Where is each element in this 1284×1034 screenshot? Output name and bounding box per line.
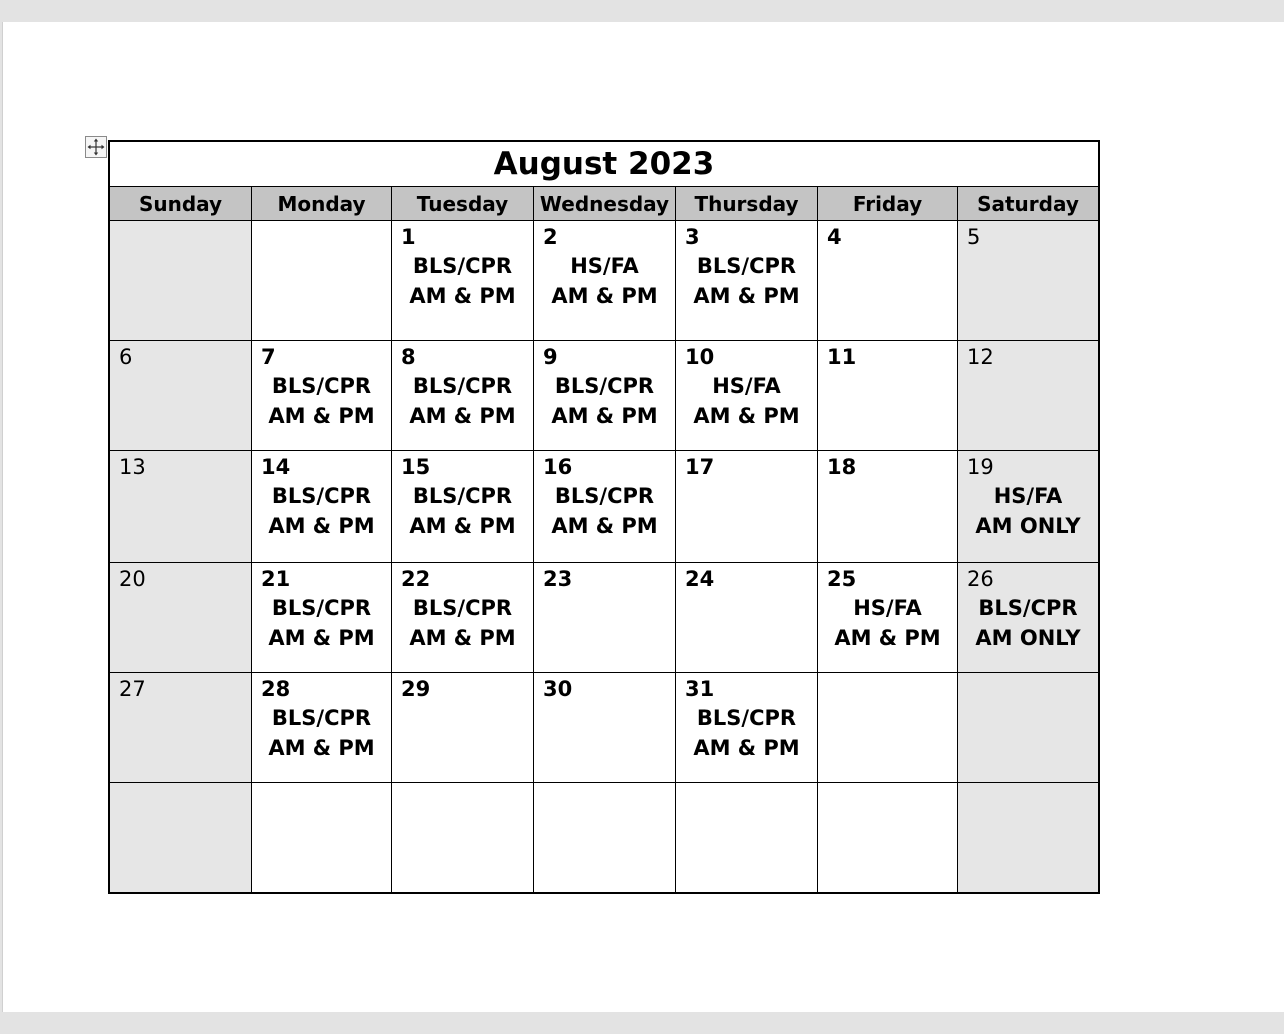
calendar-day-cell[interactable] — [676, 563, 818, 673]
event-text — [252, 703, 391, 763]
calendar-day-cell[interactable] — [392, 341, 534, 451]
calendar-day-cell[interactable] — [818, 451, 958, 563]
calendar-day-cell[interactable] — [818, 783, 958, 892]
event-text — [676, 371, 817, 431]
event-course: BLS/CPR — [554, 484, 655, 508]
event-session: AM & PM — [409, 514, 516, 538]
day-number: 23 — [543, 567, 573, 591]
calendar-day-cell[interactable] — [818, 673, 958, 783]
event-text — [392, 481, 533, 541]
day-number: 1 — [401, 225, 416, 249]
calendar-day-cell[interactable] — [392, 783, 534, 892]
event-session: AM & PM — [551, 284, 658, 308]
event-text — [958, 593, 1098, 653]
weekday-friday: Friday — [818, 187, 958, 221]
event-text — [534, 251, 675, 311]
weekday-header-row — [110, 187, 1098, 221]
calendar-day-cell[interactable] — [252, 783, 392, 892]
event-session: AM & PM — [551, 514, 658, 538]
event-session: AM & PM — [551, 404, 658, 428]
day-number: 10 — [685, 345, 715, 369]
event-session: AM ONLY — [975, 626, 1081, 650]
day-number: 18 — [827, 455, 857, 479]
event-session: AM & PM — [268, 626, 375, 650]
calendar-day-cell[interactable] — [534, 673, 676, 783]
day-number: 21 — [261, 567, 291, 591]
day-number: 16 — [543, 455, 573, 479]
event-text — [392, 593, 533, 653]
calendar-week-row — [110, 341, 1098, 451]
day-number: 25 — [827, 567, 857, 591]
calendar-day-cell[interactable] — [252, 221, 392, 341]
day-number: 12 — [967, 345, 994, 369]
calendar-day-cell[interactable] — [958, 673, 1098, 783]
event-session: AM & PM — [693, 284, 800, 308]
event-text — [676, 703, 817, 763]
calendar-day-cell[interactable] — [534, 783, 676, 892]
calendar-day-cell[interactable] — [392, 451, 534, 563]
calendar-day-cell[interactable] — [110, 783, 252, 892]
day-number: 20 — [119, 567, 146, 591]
day-number: 5 — [967, 225, 981, 249]
weekday-tuesday: Tuesday — [392, 187, 534, 221]
event-session: AM ONLY — [975, 514, 1081, 538]
day-number: 31 — [685, 677, 715, 701]
day-number: 27 — [119, 677, 146, 701]
event-session: AM & PM — [409, 284, 516, 308]
table-move-handle-icon[interactable] — [85, 136, 107, 158]
calendar-week-row — [110, 673, 1098, 783]
calendar-day-cell[interactable] — [252, 451, 392, 563]
calendar-day-cell[interactable] — [818, 221, 958, 341]
day-number: 24 — [685, 567, 715, 591]
calendar-day-cell[interactable] — [676, 221, 818, 341]
event-text — [252, 481, 391, 541]
calendar-day-cell[interactable] — [534, 341, 676, 451]
calendar-day-cell[interactable] — [110, 341, 252, 451]
event-text — [676, 251, 817, 311]
event-course: BLS/CPR — [412, 254, 513, 278]
calendar-week-row — [110, 221, 1098, 341]
event-course: BLS/CPR — [271, 706, 372, 730]
calendar-day-cell[interactable] — [958, 783, 1098, 892]
calendar-day-cell[interactable] — [676, 451, 818, 563]
event-session: AM & PM — [409, 404, 516, 428]
event-course: HS/FA — [570, 254, 639, 278]
day-number: 8 — [401, 345, 416, 369]
event-session: AM & PM — [268, 404, 375, 428]
calendar-week-row — [110, 451, 1098, 563]
calendar-day-cell[interactable] — [252, 673, 392, 783]
calendar-day-cell[interactable] — [392, 221, 534, 341]
event-session: AM & PM — [834, 626, 941, 650]
event-session: AM & PM — [693, 404, 800, 428]
event-session: AM & PM — [693, 736, 800, 760]
calendar-day-cell[interactable] — [252, 563, 392, 673]
day-number: 3 — [685, 225, 700, 249]
event-course: BLS/CPR — [271, 596, 372, 620]
event-course: BLS/CPR — [412, 484, 513, 508]
day-number: 26 — [967, 567, 994, 591]
weekday-thursday: Thursday — [676, 187, 818, 221]
event-text — [534, 371, 675, 431]
weekday-sunday: Sunday — [110, 187, 252, 221]
day-number: 17 — [685, 455, 715, 479]
weekday-saturday: Saturday — [958, 187, 1098, 221]
calendar-day-cell[interactable] — [110, 221, 252, 341]
day-number: 19 — [967, 455, 994, 479]
event-text — [392, 251, 533, 311]
calendar-table — [108, 140, 1100, 894]
calendar-day-cell[interactable] — [958, 451, 1098, 563]
day-number: 15 — [401, 455, 431, 479]
calendar-day-cell[interactable] — [110, 673, 252, 783]
calendar-day-cell[interactable] — [392, 673, 534, 783]
event-course: BLS/CPR — [271, 374, 372, 398]
event-text — [252, 593, 391, 653]
calendar-day-cell[interactable] — [676, 341, 818, 451]
calendar-day-cell[interactable] — [818, 563, 958, 673]
calendar-week-row — [110, 783, 1098, 892]
event-text — [818, 593, 957, 653]
day-number: 11 — [827, 345, 857, 369]
event-text — [534, 481, 675, 541]
calendar-day-cell[interactable] — [958, 221, 1098, 341]
event-course: BLS/CPR — [271, 484, 372, 508]
event-course: BLS/CPR — [412, 374, 513, 398]
day-number: 13 — [119, 455, 146, 479]
calendar-day-cell[interactable] — [252, 341, 392, 451]
day-number: 7 — [261, 345, 276, 369]
event-course: BLS/CPR — [696, 254, 797, 278]
calendar-day-cell[interactable] — [676, 673, 818, 783]
calendar-day-cell[interactable] — [110, 451, 252, 563]
weekday-monday: Monday — [252, 187, 392, 221]
weekday-wednesday: Wednesday — [534, 187, 676, 221]
event-session: AM & PM — [409, 626, 516, 650]
event-text — [252, 371, 391, 431]
day-number: 30 — [543, 677, 573, 701]
day-number: 2 — [543, 225, 558, 249]
event-course: BLS/CPR — [978, 596, 1078, 620]
day-number: 22 — [401, 567, 431, 591]
event-session: AM & PM — [268, 514, 375, 538]
day-number: 29 — [401, 677, 431, 701]
calendar-day-cell[interactable] — [110, 563, 252, 673]
event-text — [392, 371, 533, 431]
calendar-day-cell[interactable] — [676, 783, 818, 892]
event-course: HS/FA — [993, 484, 1063, 508]
day-number: 14 — [261, 455, 291, 479]
calendar-title: August 2023 — [110, 142, 1098, 187]
day-number: 6 — [119, 345, 133, 369]
calendar-day-cell[interactable] — [818, 341, 958, 451]
event-course: BLS/CPR — [412, 596, 513, 620]
day-number: 28 — [261, 677, 291, 701]
event-course: BLS/CPR — [696, 706, 797, 730]
calendar-day-cell[interactable] — [534, 563, 676, 673]
event-course: HS/FA — [853, 596, 922, 620]
day-number: 9 — [543, 345, 558, 369]
calendar-day-cell[interactable] — [958, 563, 1098, 673]
calendar-day-cell[interactable] — [958, 341, 1098, 451]
event-session: AM & PM — [268, 736, 375, 760]
event-course: HS/FA — [712, 374, 781, 398]
event-text — [958, 481, 1098, 541]
event-course: BLS/CPR — [554, 374, 655, 398]
calendar-day-cell[interactable] — [392, 563, 534, 673]
day-number: 4 — [827, 225, 842, 249]
calendar-day-cell[interactable] — [534, 221, 676, 341]
calendar-day-cell[interactable] — [534, 451, 676, 563]
calendar-week-row — [110, 563, 1098, 673]
